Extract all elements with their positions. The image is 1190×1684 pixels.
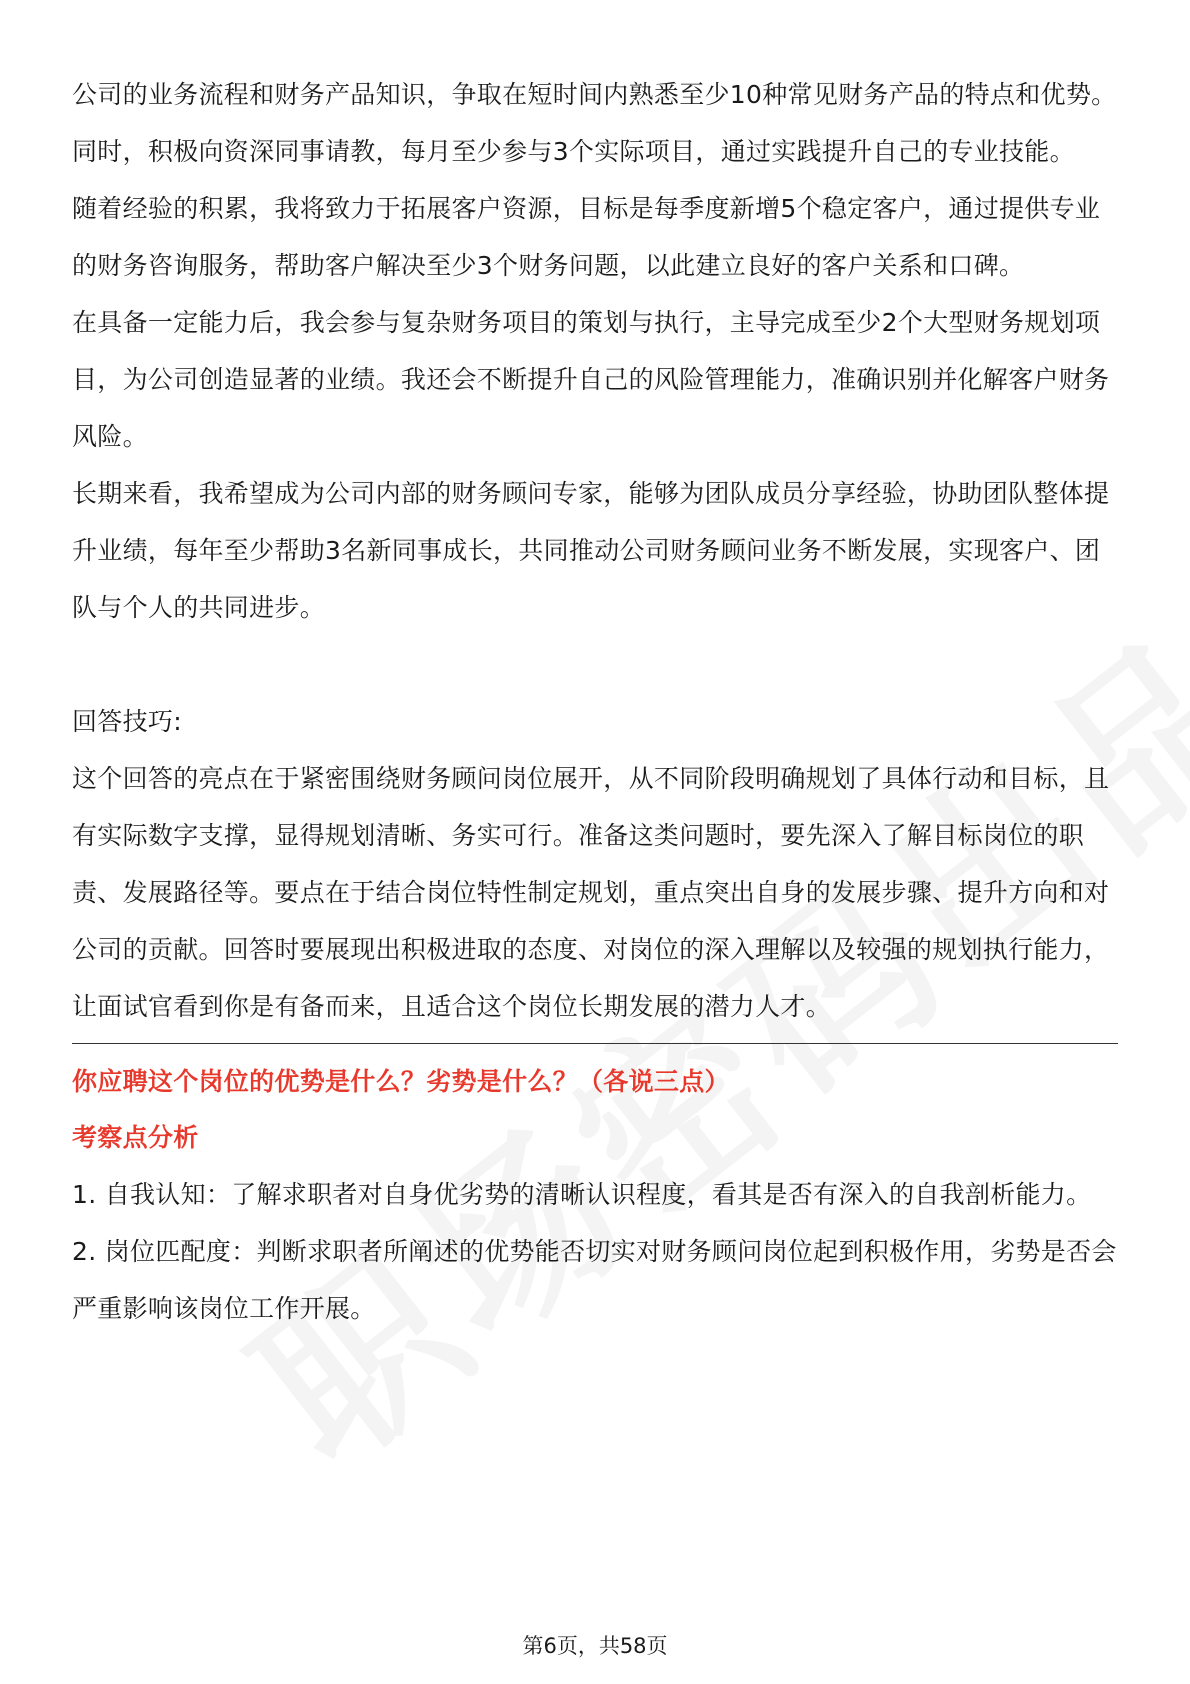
- analysis-point: 1. 自我认知：了解求职者对自身优劣势的清晰认识程度，看其是否有深入的自我剖析能力。: [72, 1180, 1092, 1209]
- tips-text: 这个回答的亮点在于紧密围绕财务顾问岗位展开，从不同阶段明确规划了具体行动和目标，且有实际数字支撑，显得规划清晰、务实可行。准备这类问题时，要先深入了解目标岗位的职责、发展路径等。要点在于结合岗位特性制定规划，重点突出自身的发展步骤、提升方向和对公司的贡献。回答时要展现出积极进取的态度、对岗位的深入理解以及较强的规划执行能力，让面试官看到你是有备而来，且适合这个岗位长期发展的潜力人才。: [72, 764, 1110, 1021]
- question-title: 你应聘这个岗位的优势是什么？劣势是什么？（各说三点）: [72, 1067, 730, 1096]
- paragraph: 公司的业务流程和财务产品知识，争取在短时间内熟悉至少10种常见财务产品的特点和优势。同时，积极向资深同事请教，每月至少参与3个实际项目，通过实践提升自己的专业技能。: [72, 80, 1117, 166]
- paragraph: 在具备一定能力后，我会参与复杂财务项目的策划与执行，主导完成至少2个大型财务规划项目，为公司创造显著的业绩。我还会不断提升自己的风险管理能力，准确识别并化解客户财务风险。: [72, 308, 1110, 451]
- page-number: 第6页，共58页: [522, 1634, 668, 1658]
- page-content: [72, 66, 1118, 1337]
- paragraph: 长期来看，我希望成为公司内部的财务顾问专家，能够为团队成员分享经验，协助团队整体提升业绩，每年至少帮助3名新同事成长，共同推动公司财务顾问业务不断发展，实现客户、团队与个人的共同进步。: [72, 479, 1110, 622]
- paragraph: 随着经验的积累，我将致力于拓展客户资源，目标是每季度新增5个稳定客户，通过提供专业的财务咨询服务，帮助客户解决至少3个财务问题，以此建立良好的客户关系和口碑。: [72, 194, 1101, 280]
- tips-label: 回答技巧:: [72, 707, 182, 736]
- blank-line: [72, 636, 1118, 693]
- analysis-heading: 考察点分析: [72, 1123, 199, 1152]
- section-divider: [72, 1043, 1118, 1044]
- analysis-point: 2. 岗位匹配度：判断求职者所阐述的优势能否切实对财务顾问岗位起到积极作用，劣势是否会严重影响该岗位工作开展。: [72, 1237, 1117, 1323]
